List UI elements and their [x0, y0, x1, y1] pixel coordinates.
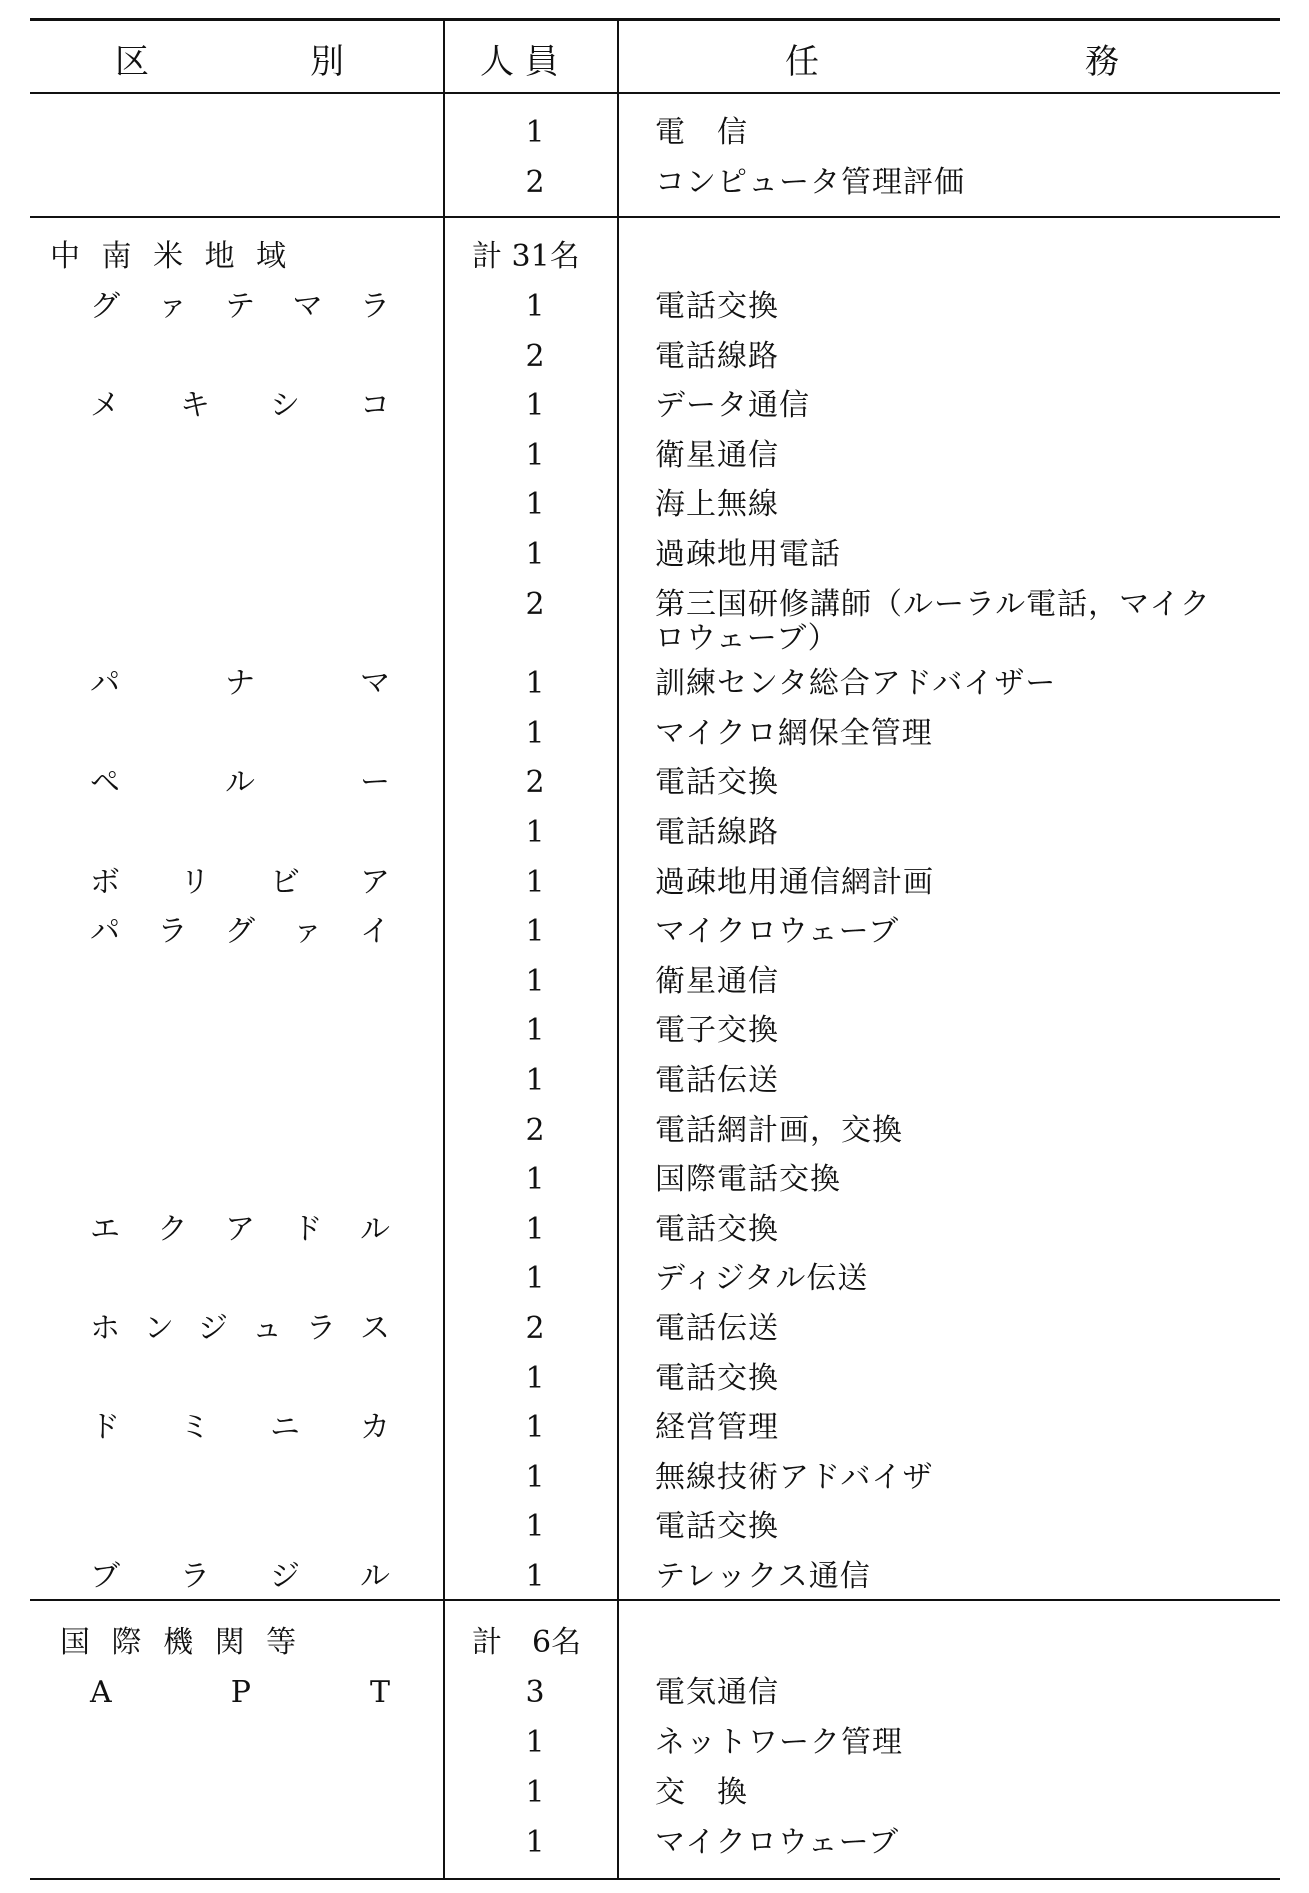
header-kubun-1: 区 — [115, 42, 149, 82]
table-row — [0, 1205, 1309, 1255]
task-cell: 電話伝送 — [655, 1311, 779, 1346]
count-cell: 1 — [525, 437, 545, 473]
table-row — [0, 1668, 1309, 1718]
task-cell: 交 換 — [655, 1775, 748, 1810]
table-row — [0, 1056, 1309, 1106]
region-total: 計 6名 — [472, 1625, 582, 1660]
table-row — [0, 381, 1309, 431]
country-cell — [90, 808, 390, 858]
task-cell: 無線技術アドバイザ — [655, 1459, 934, 1495]
table-row — [0, 431, 1309, 481]
table-row — [0, 1818, 1309, 1868]
table-row — [0, 1768, 1309, 1818]
table-row — [0, 957, 1309, 1007]
country-cell — [90, 1768, 390, 1818]
table-row — [0, 907, 1309, 957]
count-cell: 1 — [525, 1459, 545, 1495]
task-cell: 電子交換 — [655, 1013, 779, 1049]
country-cell: ド ミ ニ カ — [90, 1410, 390, 1446]
country-cell — [90, 1818, 390, 1868]
task-cell: 第三国研修講師（ルーラル電話，マイクロウェーブ） — [655, 586, 1211, 656]
count-cell: 2 — [525, 165, 545, 200]
task-cell: 電話伝送 — [655, 1063, 779, 1098]
table-row — [0, 1155, 1309, 1205]
region-label: 中 南 米 地 域 — [50, 239, 293, 274]
table-row — [0, 108, 1309, 158]
bottom-rule — [30, 1878, 1280, 1880]
country-cell — [90, 957, 390, 1007]
table-row — [0, 580, 1309, 656]
table-row — [0, 709, 1309, 759]
table-row — [0, 1453, 1309, 1503]
count-cell: 1 — [525, 1725, 545, 1760]
country-cell: エ ク ア ド ル — [90, 1211, 390, 1247]
country-cell — [90, 1354, 390, 1404]
task-cell: 電 信 — [655, 115, 748, 150]
task-cell: 電話交換 — [655, 1509, 779, 1545]
task-cell: 電気通信 — [655, 1675, 779, 1710]
task-cell: 電話交換 — [655, 1360, 779, 1396]
task-cell: 電話交換 — [655, 1211, 779, 1247]
count-cell: 1 — [525, 1063, 545, 1098]
country-cell — [90, 530, 390, 580]
task-cell: コンピュータ管理評価 — [655, 165, 965, 200]
task-cell: 海上無線 — [655, 487, 779, 523]
task-cell: マイクロウェーブ — [655, 1825, 900, 1860]
count-cell: 1 — [525, 1211, 545, 1247]
count-cell: 2 — [525, 1112, 545, 1148]
country-cell — [90, 1453, 390, 1503]
count-cell: 1 — [525, 1559, 545, 1594]
table-row — [0, 758, 1309, 808]
country-cell — [90, 709, 390, 759]
country-cell — [90, 1254, 390, 1304]
country-cell — [90, 1106, 390, 1156]
task-cell: 衛星通信 — [655, 437, 779, 473]
task-cell: マイクロ網保全管理 — [655, 715, 933, 751]
table-row — [0, 1106, 1309, 1156]
country-cell — [90, 1502, 390, 1552]
table-row — [0, 1354, 1309, 1404]
task-cell: 電話線路 — [655, 815, 779, 850]
country-cell: ブ ラ ジ ル — [90, 1559, 390, 1594]
count-cell: 1 — [525, 115, 545, 150]
task-cell: テレックス通信 — [655, 1559, 871, 1594]
header-ninmu-2: 務 — [1085, 42, 1119, 82]
table-row — [0, 1502, 1309, 1552]
country-cell: ボ リ ビ ア — [90, 864, 390, 900]
header-kubun-2: 別 — [310, 42, 344, 82]
task-cell: マイクロウェーブ — [655, 914, 900, 950]
table-row — [0, 530, 1309, 580]
count-cell: 1 — [525, 1410, 545, 1446]
country-cell: ペ ル ー — [90, 765, 390, 801]
task-cell: ネットワーク管理 — [655, 1725, 903, 1760]
country-cell — [90, 1056, 390, 1106]
table-row — [0, 1254, 1309, 1304]
count-cell: 1 — [525, 715, 545, 751]
section-header-row — [0, 232, 1309, 282]
task-cell: 電話網計画，交換 — [655, 1112, 903, 1148]
count-cell: 1 — [525, 1013, 545, 1049]
header-jinin: 人 員 — [480, 42, 559, 82]
count-cell: 2 — [525, 586, 545, 622]
count-cell: 2 — [525, 1311, 545, 1346]
table-row — [0, 1718, 1309, 1768]
count-cell: 1 — [525, 537, 545, 572]
section-rule — [30, 1599, 1280, 1601]
table-row — [0, 1552, 1309, 1602]
table-row — [0, 659, 1309, 709]
task-cell: 過疎地用通信網計画 — [655, 864, 934, 900]
country-cell — [90, 1006, 390, 1056]
count-cell: 1 — [525, 1775, 545, 1810]
task-cell: 電話交換 — [655, 765, 779, 801]
count-cell: 1 — [525, 1509, 545, 1545]
header-ninmu-1: 任 — [785, 42, 819, 82]
table-row — [0, 158, 1309, 208]
table-row — [0, 332, 1309, 382]
country-cell — [90, 332, 390, 382]
task-cell: ディジタル伝送 — [655, 1261, 869, 1297]
count-cell: 1 — [525, 487, 545, 523]
table-row — [0, 858, 1309, 908]
count-cell: 1 — [525, 666, 545, 702]
task-cell: 電話線路 — [655, 338, 779, 374]
count-cell: 3 — [525, 1675, 545, 1710]
count-cell: 2 — [525, 338, 545, 374]
count-cell: 1 — [525, 914, 545, 950]
country-cell: ホ ン ジ ュ ラ ス — [90, 1311, 390, 1346]
country-cell — [90, 480, 390, 530]
task-cell: 訓練センタ総合アドバイザー — [655, 666, 1057, 702]
count-cell: 1 — [525, 1261, 545, 1297]
section-header-row — [0, 1618, 1309, 1668]
count-cell: 1 — [525, 1162, 545, 1198]
country-cell — [90, 580, 390, 630]
header-rule — [30, 92, 1280, 94]
country-cell — [90, 1155, 390, 1205]
region-label: 国 際 機 関 等 — [60, 1625, 303, 1660]
table-row — [0, 480, 1309, 530]
task-cell: 衛星通信 — [655, 963, 779, 999]
count-cell: 1 — [525, 388, 545, 424]
count-cell: 1 — [525, 963, 545, 999]
count-cell: 2 — [525, 765, 545, 801]
country-cell — [90, 431, 390, 481]
task-cell: 経営管理 — [655, 1410, 779, 1446]
count-cell: 1 — [525, 1360, 545, 1396]
region-total: 計 31名 — [472, 239, 580, 274]
table-row — [0, 1006, 1309, 1056]
country-cell: パ ナ マ — [90, 666, 390, 702]
count-cell: 1 — [525, 864, 545, 900]
count-cell: 1 — [525, 289, 545, 324]
task-cell: 過疎地用電話 — [655, 537, 841, 572]
country-cell — [90, 1718, 390, 1768]
country-cell: グ ァ テ マ ラ — [90, 289, 390, 324]
task-cell: 電話交換 — [655, 289, 779, 324]
top-rule — [30, 18, 1280, 21]
table-row — [0, 1304, 1309, 1354]
section-rule — [30, 216, 1280, 218]
country-cell: A P T — [90, 1675, 390, 1710]
table-row — [0, 808, 1309, 858]
country-cell: パ ラ グ ァ イ — [90, 914, 390, 950]
task-cell: 国際電話交換 — [655, 1162, 841, 1198]
table-row — [0, 1403, 1309, 1453]
table-row — [0, 282, 1309, 332]
count-cell: 1 — [525, 815, 545, 850]
task-cell: データ通信 — [655, 388, 810, 424]
count-cell: 1 — [525, 1825, 545, 1860]
country-cell: メ キ シ コ — [90, 388, 390, 424]
